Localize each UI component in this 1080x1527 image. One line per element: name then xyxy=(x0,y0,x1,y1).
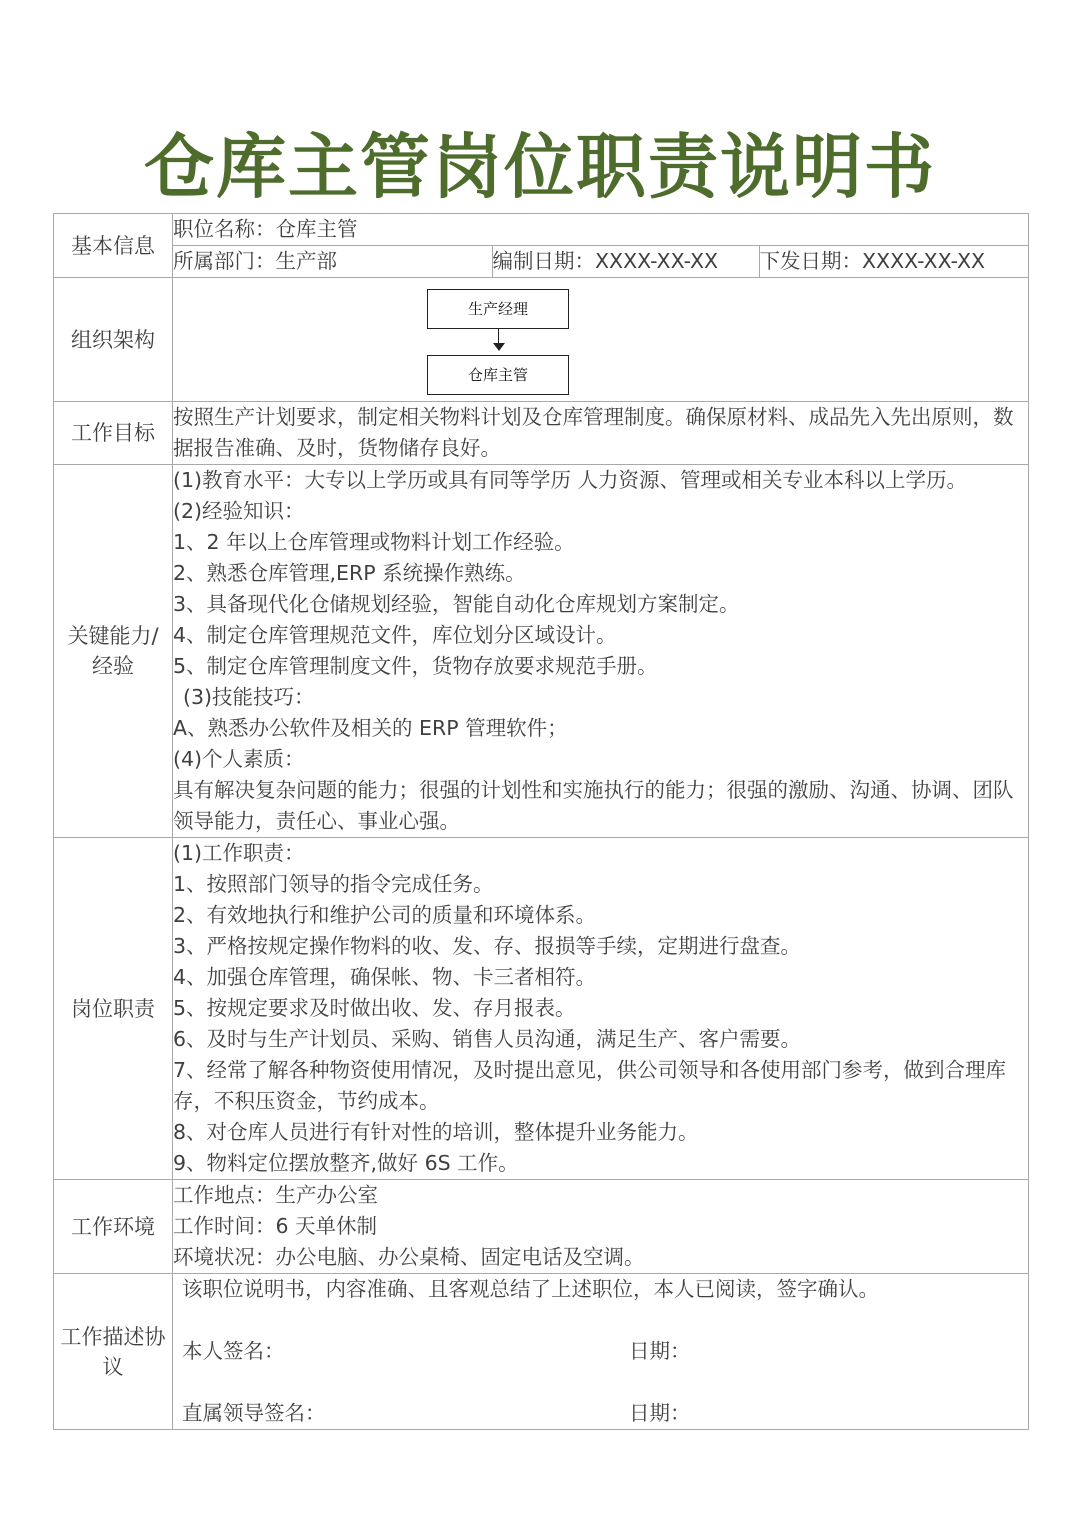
list-item: 1、2 年以上仓库管理或物料计划工作经验。 xyxy=(173,530,575,554)
row-key-ability xyxy=(54,465,1029,838)
leader-sign-date-label: 日期： xyxy=(629,1401,691,1425)
basic-info-content xyxy=(173,214,1029,278)
leader-sign-row xyxy=(173,1367,1028,1429)
job-description-table xyxy=(53,213,1029,1430)
row-environment xyxy=(54,1180,1029,1274)
label-agreement-line2: 议 xyxy=(102,1354,124,1379)
org-box-production-manager: 生产经理 xyxy=(427,289,569,329)
label-key-ability xyxy=(54,465,173,838)
row-org-chart xyxy=(54,278,1029,402)
list-item: 具有解决复杂问题的能力；很强的计划性和实施执行的能力；很强的激励、沟通、协调、团队领导能力，责任心、事业心强。 xyxy=(173,778,1014,833)
duties-content xyxy=(173,838,1029,1180)
arrow-down-icon xyxy=(493,343,505,351)
label-basic-info: 基本信息 xyxy=(54,214,173,278)
agreement-statement: 该职位说明书，内容准确、且客观总结了上述职位，本人已阅读，签字确认。 xyxy=(182,1277,879,1301)
list-item: 7、经常了解各种物资使用情况，及时提出意见，供公司领导和各使用部门参考，做到合理库存，不积压资金，节约成本。 xyxy=(173,1058,1007,1113)
list-item: 2、熟悉仓库管理,ERP 系统操作熟练。 xyxy=(173,561,526,585)
row-agreement xyxy=(54,1274,1029,1430)
list-item: (3)技能技巧： xyxy=(183,685,315,709)
row-basic-info xyxy=(54,214,1029,278)
label-environment: 工作环境 xyxy=(54,1180,173,1274)
label-work-goal: 工作目标 xyxy=(54,402,173,465)
list-item: 8、对仓库人员进行有针对性的培训，整体提升业务能力。 xyxy=(173,1120,699,1144)
self-sign-date-label: 日期： xyxy=(629,1339,691,1363)
label-org-chart: 组织架构 xyxy=(54,278,173,402)
basic-info-inner xyxy=(173,214,1029,277)
org-chart-content xyxy=(173,278,1029,402)
list-item: (2)经验知识： xyxy=(173,499,305,523)
list-item: (1)教育水平：大专以上学历或具有同等学历 人力资源、管理或相关专业本科以上学历。 xyxy=(173,468,968,492)
list-item: 4、制定仓库管理规范文件，库位划分区域设计。 xyxy=(173,623,617,647)
list-item: (1)工作职责： xyxy=(173,841,305,865)
list-item: 6、及时与生产计划员、采购、销售人员沟通，满足生产、客户需要。 xyxy=(173,1027,802,1051)
list-item: 5、按规定要求及时做出收、发、存月报表。 xyxy=(173,996,576,1020)
compile-date: 编制日期：XXXX-XX-XX xyxy=(492,249,719,273)
label-key-ability-line1: 关键能力/ xyxy=(67,624,159,648)
department: 所属部门：生产部 xyxy=(173,249,337,273)
list-item: 4、加强仓库管理，确保帐、物、卡三者相符。 xyxy=(173,965,597,989)
issue-date: 下发日期：XXXX-XX-XX xyxy=(759,249,986,273)
org-chart xyxy=(173,278,1028,401)
row-work-goal xyxy=(54,402,1029,465)
row-duties xyxy=(54,838,1029,1180)
key-ability-content xyxy=(173,465,1029,838)
list-item: 工作时间：6 天单休制 xyxy=(173,1214,378,1238)
work-goal-text: 按照生产计划要求，制定相关物料计划及仓库管理制度。确保原材料、成品先入先出原则，数据报告准确、及时，货物储存良好。 xyxy=(173,402,1029,465)
org-box-warehouse-supervisor: 仓库主管 xyxy=(427,355,569,395)
self-sign-row xyxy=(173,1305,1028,1367)
label-duties: 岗位职责 xyxy=(54,838,173,1180)
list-item: 3、严格按规定操作物料的收、发、存、报损等手续，定期进行盘查。 xyxy=(173,934,802,958)
list-item: 5、制定仓库管理制度文件，货物存放要求规范手册。 xyxy=(173,654,658,678)
list-item: 1、按照部门领导的指令完成任务。 xyxy=(173,872,494,896)
document-title: 仓库主管岗位职责说明书 xyxy=(144,125,936,208)
list-item: 9、物料定位摆放整齐,做好 6S 工作。 xyxy=(173,1151,519,1175)
agreement-content xyxy=(173,1274,1029,1430)
list-item: A、熟悉办公软件及相关的 ERP 管理软件； xyxy=(173,716,568,740)
org-connector-line xyxy=(498,329,499,343)
position-name: 职位名称：仓库主管 xyxy=(173,217,358,241)
environment-content xyxy=(173,1180,1029,1274)
label-agreement xyxy=(54,1274,173,1430)
leader-sign-label: 直属领导签名： xyxy=(182,1401,326,1425)
list-item: (4)个人素质： xyxy=(173,747,305,771)
list-item: 2、有效地执行和维护公司的质量和环境体系。 xyxy=(173,903,597,927)
self-sign-label: 本人签名： xyxy=(182,1339,285,1363)
label-key-ability-line2: 经验 xyxy=(92,654,134,678)
list-item: 工作地点：生产办公室 xyxy=(173,1183,378,1207)
label-agreement-line1: 工作描述协 xyxy=(60,1324,166,1349)
list-item: 环境状况：办公电脑、办公桌椅、固定电话及空调。 xyxy=(173,1245,645,1269)
list-item: 3、具备现代化仓储规划经验，智能自动化仓库规划方案制定。 xyxy=(173,592,740,616)
